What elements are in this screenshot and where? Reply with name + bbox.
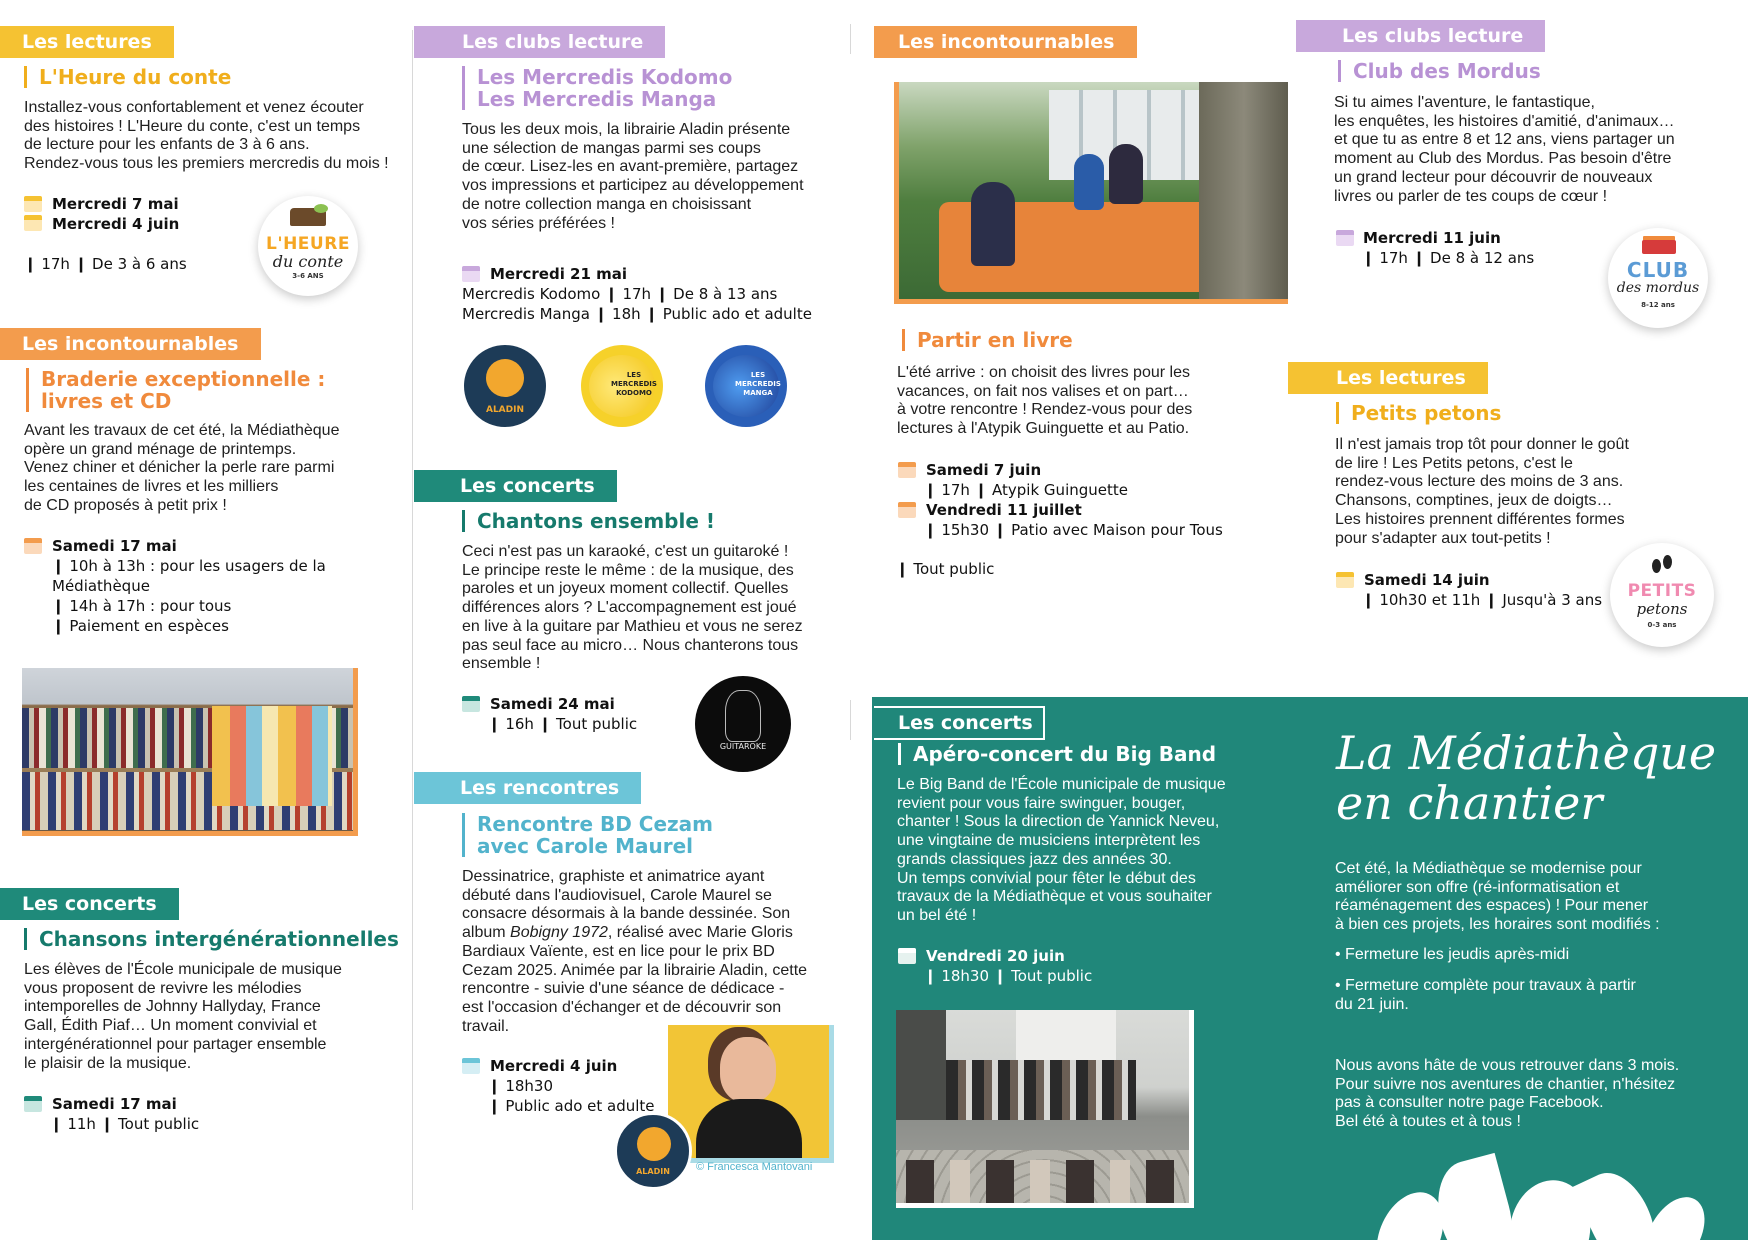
event-description: Le Big Band de l'École municipale de musique revient pour vous faire swinguer, bouger, chanter ! Sous la direction de Yannick Neveu, une vingtaine de musiciens interprètent les grands classiques jazz des années 30. Un temps convivial pour fêter le début des travaux de la Médiathèque et vous souhaiter un bel été ! (897, 776, 1226, 924)
leaf-icon (314, 204, 328, 213)
calendar-icon (898, 462, 916, 478)
event-info: ❙ 17h ❙ Atypik Guinguette (924, 481, 1128, 499)
event-info: ❙ 18h30 ❙ Tout public (924, 967, 1093, 985)
photo-credit: © Francesca Mantovani (696, 1161, 813, 1173)
event-info: ❙ 15h30 ❙ Patio avec Maison pour Tous (924, 521, 1223, 539)
event-info: Mercredis Kodomo ❙ 17h ❙ De 8 à 13 ans (462, 285, 778, 303)
chantier-outro: Nous avons hâte de vous retrouver dans 3 mois. Pour suivre nos aventures de chantier, n'hésitez pas à consulter notre page Facebook. Bel été à toutes et à tous ! (1335, 1057, 1680, 1131)
calendar-icon (1336, 230, 1354, 246)
chantier-bullet: • Fermeture complète pour travaux à partir du 21 juin. (1335, 977, 1636, 1013)
petits-petons-logo: PETITS petons 0-3 ans (1610, 543, 1714, 647)
calendar-icon (24, 215, 42, 231)
event-info: ❙ 17h ❙ De 3 à 6 ans (24, 255, 187, 273)
column-divider (850, 700, 851, 740)
portrait-body (696, 1099, 802, 1163)
calendar-icon (1336, 572, 1354, 588)
calendar-icon (24, 1096, 42, 1112)
event-title: Chansons intergénérationnelles (24, 928, 399, 950)
event-info: ❙ 11h ❙ Tout public (50, 1115, 200, 1133)
event-description: L'été arrive : on choisit des livres pour les vacances, on fait nos valises et on part… à votre rencontre ! Rendez-vous pour des lectures à l'Atypik Guinguette et au Patio. (897, 364, 1193, 438)
event-info: ❙ 10h à 13h : pour les usagers de la Médiathèque ❙ 14h à 17h : pour tous ❙ Paiement en espèces (52, 557, 326, 635)
event-info: ❙ 10h30 et 11h ❙ Jusqu'à 3 ans (1362, 591, 1603, 609)
event-description: Dessinatrice, graphiste et animatrice ayant débuté dans l'audiovisuel, Carole Maurel se consacre désormais à la bande dessinée. Son album Bobigny 1972, réalisé avec Marie Gloris Bardiaux Vaïente, est en lice pour le prix BD Cezam 2025. Animée par la librairie Aladin, cette rencontre - suivie d'une séance de dédicace - est l'occasion d'échanger et de découvrir son travail. (462, 868, 808, 1035)
event-title: L'Heure du conte (24, 66, 231, 88)
leaves-decoration (1370, 1150, 1710, 1240)
column-divider (850, 24, 851, 54)
heure-du-conte-logo: L'HEURE du conte 3-6 ANS (258, 196, 358, 296)
category-tag: Les rencontres (414, 772, 641, 804)
globe-icon (486, 359, 524, 397)
event-description: Il n'est jamais trop tôt pour donner le goût de lire ! Les Petits petons, c'est le rendez-vous lecture des moins de 3 ans. Chansons, comptines, jeux de doigts… Les histoires prennent différentes formes pour s'adapter aux tout-petits ! (1335, 436, 1629, 547)
event-title: Chantons ensemble ! (462, 510, 715, 532)
event-title: Rencontre BD Cezam avec Carole Maurel (462, 813, 713, 857)
event-date: Vendredi 11 juillet (926, 501, 1082, 519)
event-description: Installez-vous confortablement et venez écouter des histoires ! L'Heure du conte, c'est un temps de lecture pour les enfants de 3 à 6 ans. Rendez-vous tous les premiers mercredis du mois ! (24, 99, 389, 173)
category-tag: Les incontournables (0, 328, 261, 360)
event-title: Club des Mordus (1338, 60, 1541, 82)
event-date: Samedi 24 mai (490, 695, 615, 713)
guitarist-icon (725, 690, 761, 742)
manga-logo: LES MERCREDIS MANGA (705, 345, 787, 427)
chantier-title: La Médiathèque en chantier (1336, 726, 1717, 830)
guitaroke-logo: GUITAROKE (695, 676, 791, 772)
category-tag: Les clubs lecture (414, 26, 665, 58)
calendar-icon (898, 502, 916, 518)
aladin-logo: ALADIN (464, 345, 546, 427)
event-info: ❙ 18h30 ❙ Public ado et adulte (488, 1077, 655, 1115)
category-tag: Les incontournables (874, 26, 1137, 58)
calendar-icon (24, 196, 42, 212)
big-band-photo (896, 1010, 1194, 1208)
globe-icon (637, 1127, 671, 1161)
category-tag: Les clubs lecture (1296, 20, 1545, 52)
event-date: Samedi 17 mai (52, 1095, 177, 1113)
event-description: Les élèves de l'École municipale de musique vous proposent de revivre les mélodies intemporelles de Johnny Hallyday, France Gall, Édith Piaf… Un moment convivial et intergénérationnel pour partager ensemble le plaisir de la musique. (24, 961, 342, 1072)
calendar-icon (24, 538, 42, 554)
kodomo-logo: LES MERCREDIS KODOMO (581, 345, 663, 427)
calendar-icon (462, 696, 480, 712)
footprints-icon (1652, 559, 1661, 573)
event-description: Tous les deux mois, la librairie Aladin présente une sélection de mangas parmi ses coups de cœur. Lisez-les en avant-première, partagez vos impressions et participez au développement de notre collection manga en choisissant vos séries préférées ! (462, 121, 804, 232)
event-title: Les Mercredis Kodomo Les Mercredis Manga (462, 66, 732, 110)
event-date: Mercredi 4 juin (52, 215, 180, 233)
event-date: Samedi 17 mai (52, 537, 177, 555)
event-title: Apéro-concert du Big Band (898, 743, 1216, 765)
books-icon (1642, 240, 1676, 254)
outdoor-reading-photo (894, 82, 1288, 304)
category-tag: Les lectures (0, 26, 174, 58)
calendar-icon (898, 948, 916, 964)
calendar-icon (462, 266, 480, 282)
event-date: Mercredi 7 mai (52, 195, 179, 213)
category-tag: Les concerts (874, 706, 1045, 740)
club-des-mordus-logo: CLUB des mordus 8-12 ans (1608, 228, 1708, 328)
event-date: Vendredi 20 juin (926, 947, 1065, 965)
portrait-face (720, 1037, 776, 1103)
event-info: ❙ 17h ❙ De 8 à 12 ans (1362, 249, 1535, 267)
aladin-logo: ALADIN (614, 1112, 692, 1190)
event-date: Mercredi 11 juin (1363, 229, 1501, 247)
event-description: Si tu aimes l'aventure, le fantastique, les enquêtes, les histoires d'amitié, d'animaux… et que tu as entre 8 et 12 ans, viens partager un moment au Club des Mordus. Pas besoin d'être un grand lecteur pour découvrir de nouveaux livres ou parler de tes coups de cœur ! (1334, 94, 1675, 205)
category-tag: Les lectures (1288, 362, 1488, 394)
event-date: Mercredi 4 juin (490, 1057, 618, 1075)
event-description: Ceci n'est pas un karaoké, c'est un guitaroké ! Le principe reste le même : de la musique, des paroles et un joyeux moment collectif. Quelles différences alors ? L'accompagnement est joué en live à la guitare par Mathieu et vous ne serez pas seul face au micro… Nous chanterons tous ensemble ! (462, 543, 803, 673)
event-audience: ❙ Tout public (896, 560, 995, 578)
event-info: Mercredis Manga ❙ 18h ❙ Public ado et adulte (462, 305, 812, 323)
author-photo (668, 1025, 834, 1163)
calendar-icon (462, 1058, 480, 1074)
event-title: Partir en livre (902, 329, 1073, 351)
event-date: Samedi 7 juin (926, 461, 1042, 479)
chantier-intro: Cet été, la Médiathèque se modernise pour améliorer son offre (ré-informatisation et réaménagement des espaces) ! Pour mener à bien ces projets, les horaires sont modifiés : (1335, 860, 1660, 934)
bookstall-photo (22, 668, 358, 836)
event-date: Mercredi 21 mai (490, 265, 628, 283)
chantier-bullet: • Fermeture les jeudis après-midi (1335, 946, 1570, 963)
event-info: ❙ 16h ❙ Tout public (488, 715, 638, 733)
event-title: Petits petons (1336, 402, 1501, 424)
category-tag: Les concerts (0, 888, 179, 920)
event-date: Samedi 14 juin (1364, 571, 1490, 589)
event-description: Avant les travaux de cet été, la Médiathèque opère un grand ménage de printemps. Venez chiner et dénicher la perle rare parmi les centaines de livres et les milliers de CD proposés à petit prix ! (24, 422, 340, 514)
event-title: Braderie exceptionnelle : livres et CD (26, 368, 325, 412)
category-tag: Les concerts (414, 470, 617, 502)
